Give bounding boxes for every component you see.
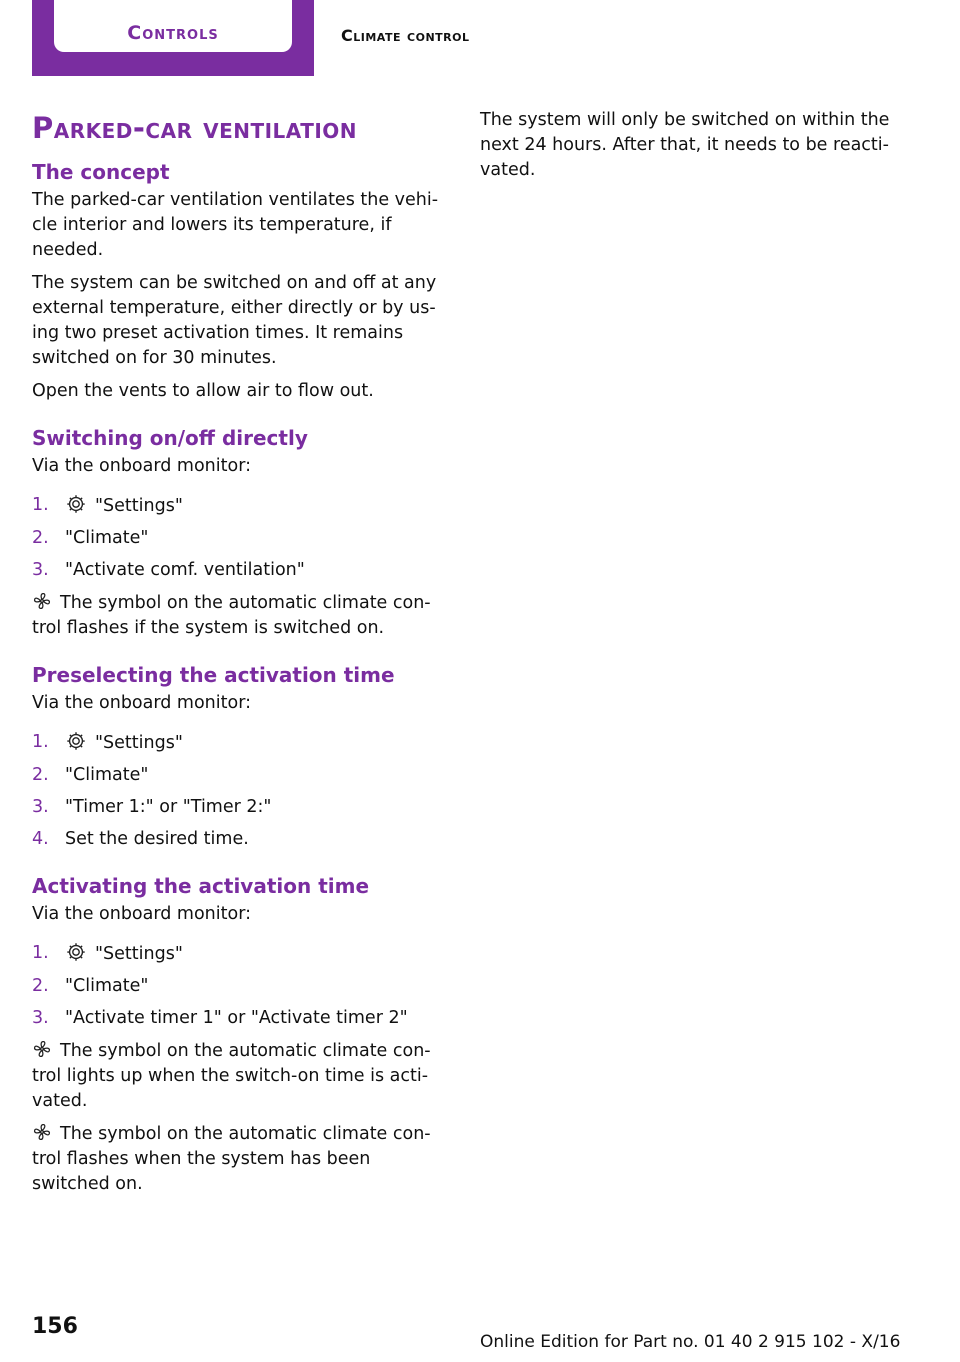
chapter-tab bbox=[32, 0, 314, 76]
page-header bbox=[0, 0, 960, 76]
edition-footer: Online Edition for Part no. 01 40 2 915 102 - X/16 bbox=[480, 1332, 901, 1352]
paragraph-note: The symbol on the automatic climate con‐trol flashes when the system has been switched on. bbox=[32, 1124, 431, 1194]
paragraph-note: The symbol on the automatic climate con‐trol flashes if the system is switched on. bbox=[32, 593, 431, 638]
list-item: 1. "Settings" bbox=[32, 495, 183, 516]
gear-icon bbox=[65, 941, 87, 963]
list-item: 2. "Climate" bbox=[32, 528, 149, 548]
fan-icon bbox=[32, 1122, 52, 1142]
chapter-tab-inner bbox=[54, 0, 292, 52]
page-title: Parked-car ventilation bbox=[32, 111, 358, 145]
heading-switching-directly: Switching on/off directly bbox=[32, 426, 308, 450]
paragraph: Open the vents to allow air to flow out. bbox=[32, 381, 374, 401]
heading-concept: The concept bbox=[32, 160, 170, 184]
page-number: 156 bbox=[32, 1314, 78, 1339]
list-item: 3. "Activate comf. ventilation" bbox=[32, 560, 305, 580]
paragraph: Via the onboard monitor: bbox=[32, 456, 251, 476]
chapter-title: Controls bbox=[127, 22, 219, 44]
paragraph-note: The symbol on the automatic climate con‐trol lights up when the switch-on time is acti‐vated. bbox=[32, 1041, 431, 1111]
list-item: 1. "Settings" bbox=[32, 732, 183, 753]
gear-icon bbox=[65, 493, 87, 515]
gear-icon bbox=[65, 730, 87, 752]
list-item: 2. "Climate" bbox=[32, 976, 149, 996]
steps-list bbox=[32, 493, 452, 583]
fan-icon bbox=[32, 591, 52, 611]
paragraph: Via the onboard monitor: bbox=[32, 904, 251, 924]
section-title: Climate control bbox=[341, 26, 470, 45]
list-item: 4. Set the desired time. bbox=[32, 829, 249, 849]
steps-list bbox=[32, 941, 452, 1031]
left-column bbox=[32, 108, 452, 1205]
list-item: 2. "Climate" bbox=[32, 765, 149, 785]
list-item: 3. "Timer 1:" or "Timer 2:" bbox=[32, 797, 272, 817]
heading-activating: Activating the activation time bbox=[32, 874, 370, 898]
paragraph: The parked-car ventilation ventilates the vehi‐cle interior and lowers its temperature, if needed. bbox=[32, 190, 439, 260]
heading-preselecting: Preselecting the activation time bbox=[32, 663, 395, 687]
list-item: 1. "Settings" bbox=[32, 943, 183, 964]
right-column bbox=[480, 108, 900, 191]
list-item: 3. "Activate timer 1" or "Activate timer 2" bbox=[32, 1008, 408, 1028]
paragraph: The system will only be switched on within the next 24 hours. After that, it needs to be reacti‐vated. bbox=[480, 110, 890, 180]
steps-list bbox=[32, 730, 452, 852]
paragraph: The system can be switched on and off at any external temperature, either directly or by us‐ing two preset activation times. It remains switched on for 30 minutes. bbox=[32, 273, 437, 368]
paragraph: Via the onboard monitor: bbox=[32, 693, 251, 713]
fan-icon bbox=[32, 1039, 52, 1059]
